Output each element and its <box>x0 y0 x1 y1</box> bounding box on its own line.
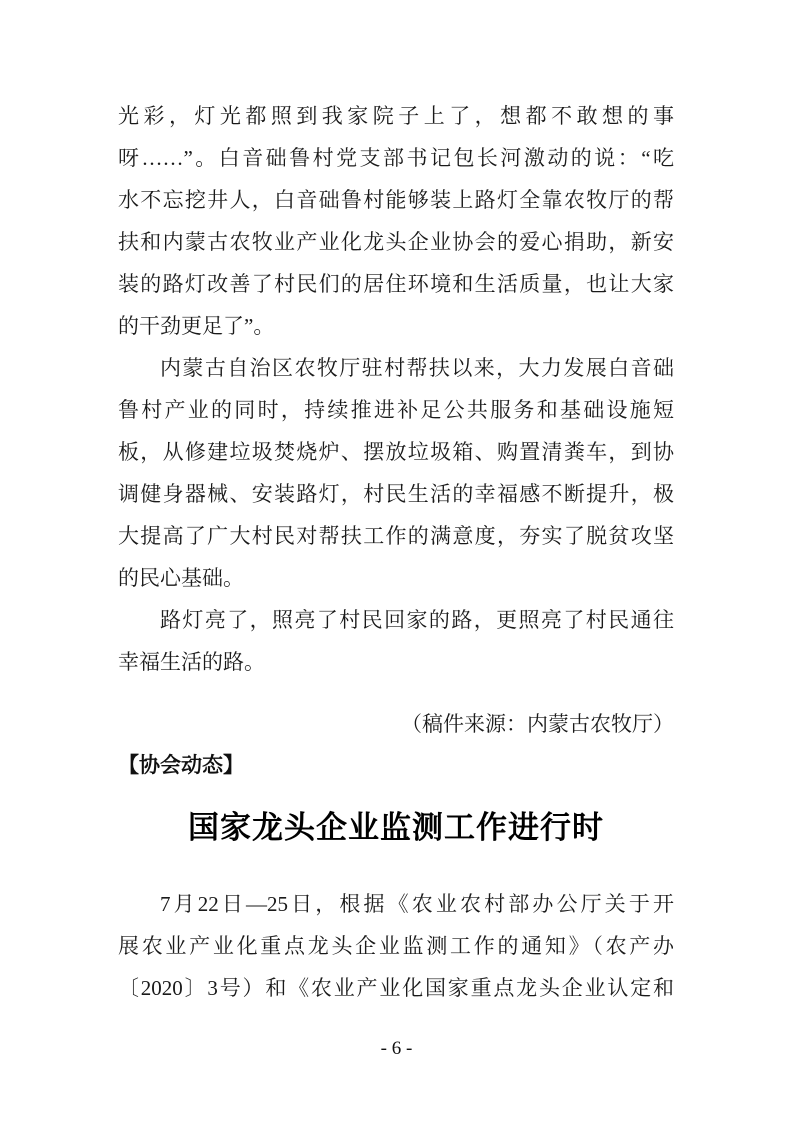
body-line: 〔2020〕3号）和《农业产业化国家重点龙头企业认定和 <box>118 976 674 1000</box>
body-line: 扶和内蒙古农牧业产业化龙头企业协会的爱心捐助，新安 <box>118 230 674 254</box>
paragraph-closing <box>118 599 674 683</box>
body-line: 装的路灯改善了村民们的居住环境和生活质量，也让大家 <box>118 272 674 296</box>
body-line: 鲁村产业的同时，持续推进补足公共服务和基础设施短 <box>118 398 674 422</box>
body-line: 展农业产业化重点龙头企业监测工作的通知》（农产办 <box>118 934 674 958</box>
body-line: 大提高了广大村民对帮扶工作的满意度，夯实了脱贫攻坚 <box>118 524 674 548</box>
body-line: 内蒙古自治区农牧厅驻村帮扶以来，大力发展白音础 <box>160 356 674 380</box>
body-line: 水不忘挖井人，白音础鲁村能够装上路灯全靠农牧厅的帮 <box>118 188 674 212</box>
page-number: - 6 - <box>380 1038 413 1059</box>
body-line: 7月22日—25日，根据《农业农村部办公厅关于开 <box>160 892 674 916</box>
paragraph-monitoring <box>118 883 674 1009</box>
body-line: 光彩，灯光都照到我家院子上了，想都不敢想的事 <box>118 104 674 128</box>
body-line: 呀……”。白音础鲁村党支部书记包长河激动的说：“吃 <box>118 146 674 170</box>
article-title: 国家龙头企业监测工作进行时 <box>188 810 604 845</box>
paragraph-continuation <box>118 95 674 347</box>
body-line: 路灯亮了，照亮了村民回家的路，更照亮了村民通往 <box>160 608 674 632</box>
body-line: 的民心基础。 <box>118 566 244 590</box>
section-label: 【协会动态】 <box>118 754 244 777</box>
body-line: 幸福生活的路。 <box>118 650 265 674</box>
body-line: 板，从修建垃圾焚烧炉、摆放垃圾箱、购置清粪车，到协 <box>118 440 674 464</box>
document-content <box>118 95 674 1009</box>
body-line: 的干劲更足了”。 <box>118 314 275 338</box>
body-line: 调健身器械、安装路灯，村民生活的幸福感不断提升，极 <box>118 482 674 506</box>
paragraph-infrastructure <box>118 347 674 599</box>
source-credit: （稿件来源：内蒙古农牧厅） <box>401 712 674 736</box>
